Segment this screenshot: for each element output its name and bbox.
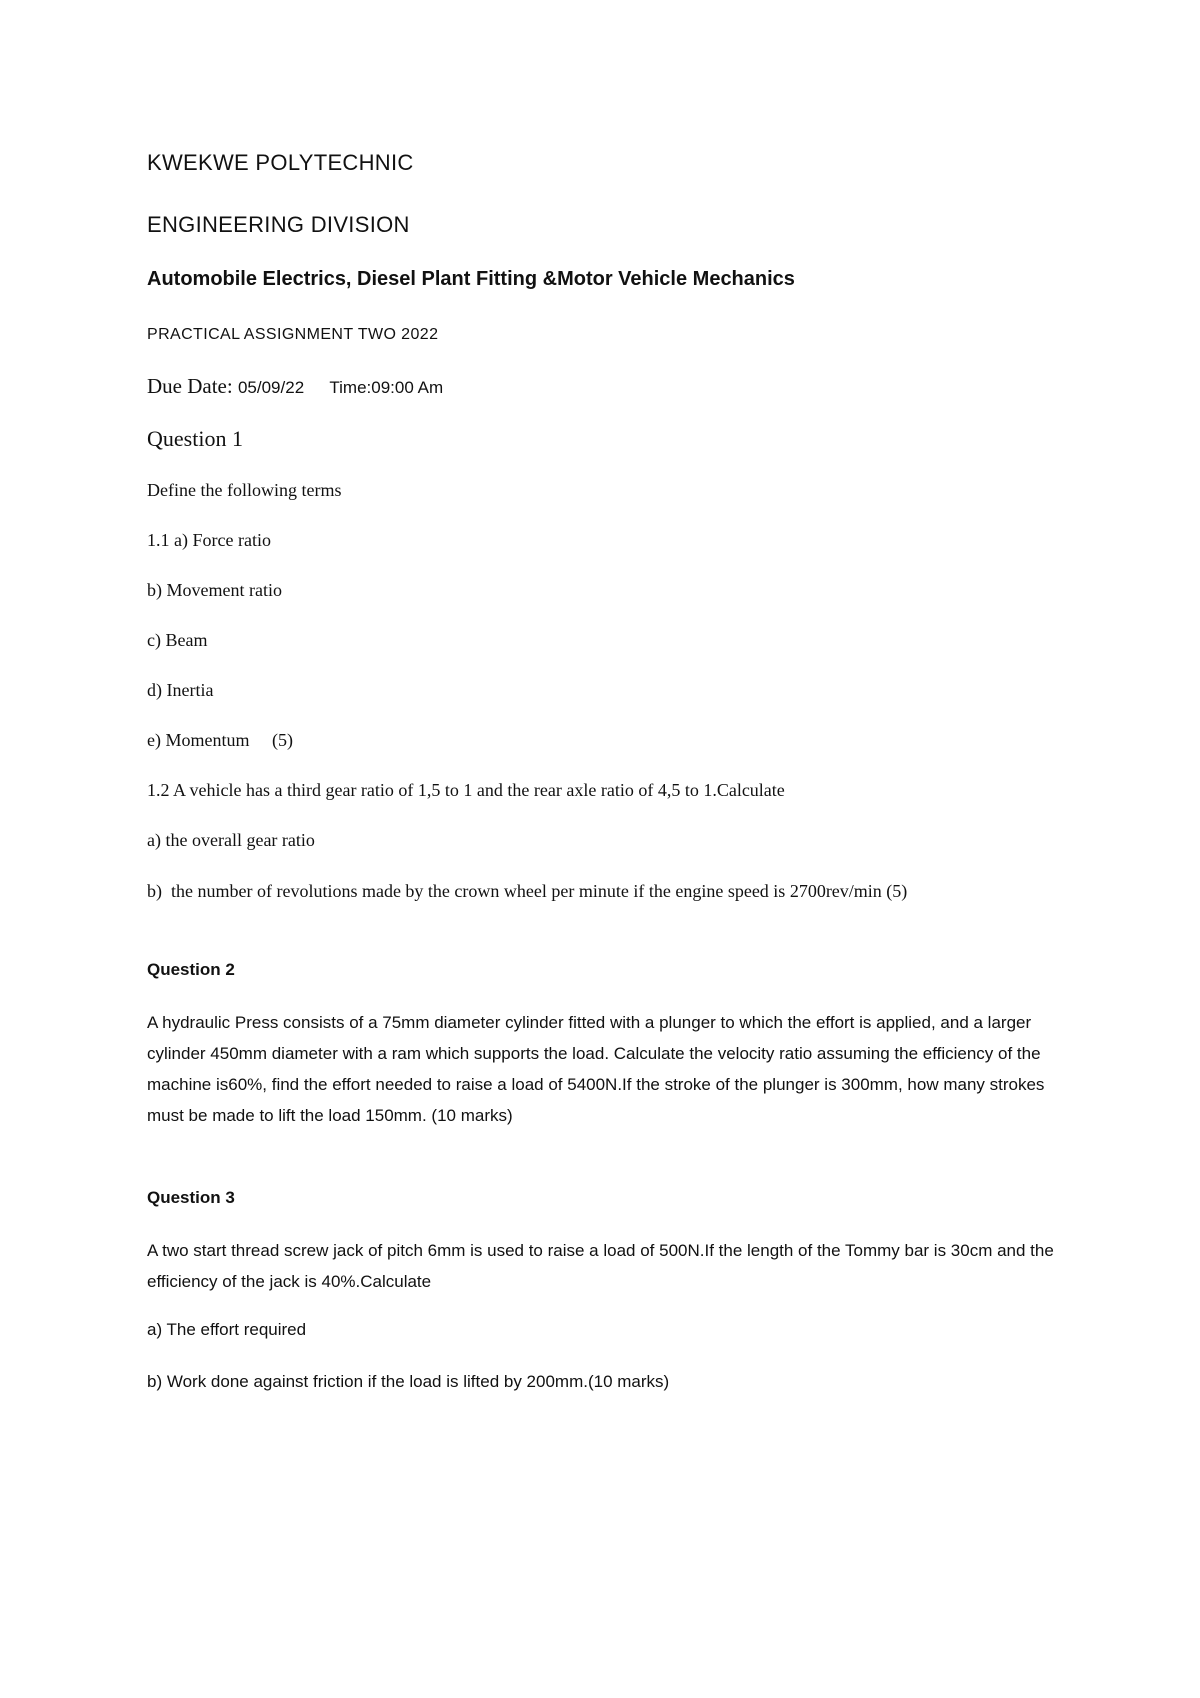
question-2-title: Question 2 (147, 960, 235, 979)
due-date-line (147, 374, 443, 399)
question-3-a: a) The effort required (147, 1320, 307, 1339)
due-date-value: 05/09/22 (237, 378, 305, 397)
due-time: Time:09:00 Am (329, 378, 444, 397)
term-force-ratio: 1.1 a) Force ratio (147, 530, 271, 550)
question-1-title: Question 1 (147, 426, 243, 451)
question-1-intro: Define the following terms (147, 480, 342, 500)
term-beam: c) Beam (147, 630, 208, 650)
term-movement-ratio: b) Movement ratio (147, 580, 282, 600)
assignment-heading: PRACTICAL ASSIGNMENT TWO 2022 (147, 326, 439, 343)
question-1-2-a: a) the overall gear ratio (147, 830, 315, 850)
term-momentum: e) Momentum (5) (147, 730, 293, 750)
question-1-2-b: b) the number of revolutions made by the crown wheel per minute if the engine speed is 2700rev/min (5) (147, 881, 908, 901)
division-heading: ENGINEERING DIVISION (147, 212, 410, 237)
question-3-title: Question 3 (147, 1188, 235, 1207)
question-1-2: 1.2 A vehicle has a third gear ratio of 1,5 to 1 and the rear axle ratio of 4,5 to 1.Calculate (147, 780, 785, 800)
question-3-text: A two start thread screw jack of pitch 6mm is used to raise a load of 500N.If the length of the Tommy bar is 30cm and the efficiency of the jack is 40%.Calculate (147, 1241, 1054, 1291)
question-2-text: A hydraulic Press consists of a 75mm diameter cylinder fitted with a plunger to which the effort is applied, and a larger cylinder 450mm diameter with a ram which supports the load. Calculate the velocity ratio assuming the efficiency of the machine is60%, find the effort needed to raise a load of 5400N.If the stroke of the plunger is 300mm, how many strokes must be made to lift the load 150mm. (10 marks) (147, 1013, 1045, 1125)
course-heading: Automobile Electrics, Diesel Plant Fitting &Motor Vehicle Mechanics (147, 268, 795, 290)
term-inertia: d) Inertia (147, 680, 214, 700)
institution-heading: KWEKWE POLYTECHNIC (147, 150, 414, 175)
due-date-label: Due Date: (147, 374, 233, 398)
question-3-b: b) Work done against friction if the load is lifted by 200mm.(10 marks) (147, 1372, 670, 1391)
